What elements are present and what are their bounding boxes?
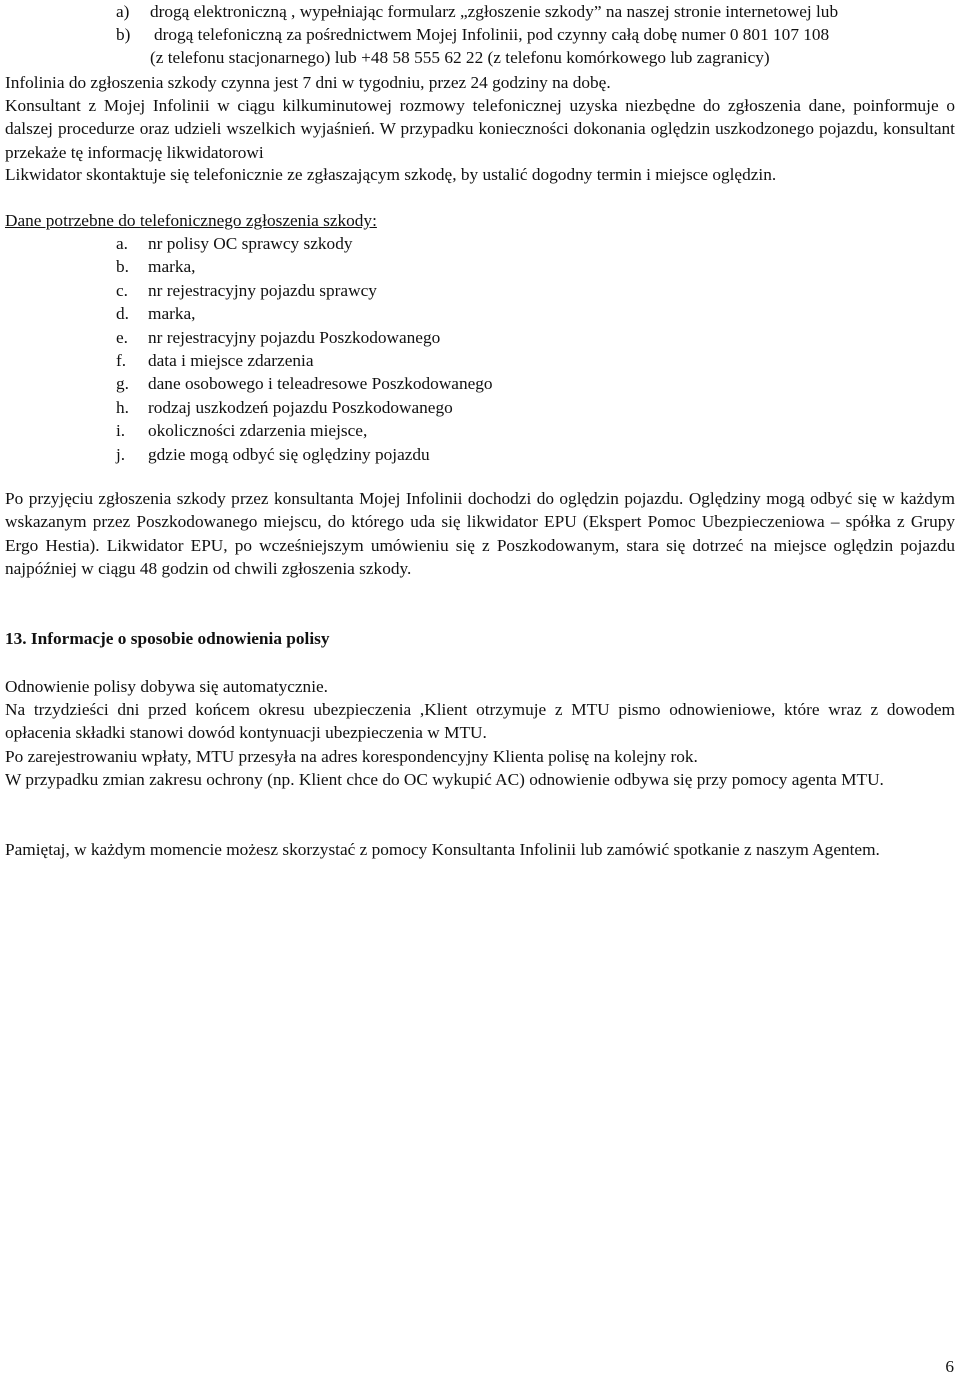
consultant-paragraph: Konsultant z Mojej Infolinii w ciągu kilkuminutowej rozmowy telefonicznej uzyska niezbędne do zgłoszenia dane, poinformuje o dalszej procedurze oraz udzieli wszelkich wyjaśnień. W przypadku konieczności dokonania oględzin uszkodzonego pojazdu, konsultant przekaże tę informację likwidatorowi <box>5 96 955 162</box>
list-item <box>116 255 716 278</box>
liquidator-line: Likwidator skontaktuje się telefonicznie ze zgłaszającym szkodę, by ustalić dogodny termin i miejsce oględzin. <box>5 165 777 184</box>
option-marker: b) <box>116 25 131 44</box>
thirty-days-paragraph: Na trzydzieści dni przed końcem okresu ubezpieczenia ,Klient otrzymuje z MTU pismo odnowieniowe, które wraz z dowodem opłacenia składki stanowi dowód kontynuacji ubezpieczenia w MTU. <box>5 700 955 743</box>
list-item-letter: c. <box>116 280 128 300</box>
list-item-text: rodzaj uszkodzeń pojazdu Poszkodowanego <box>148 397 453 417</box>
option-text: (z telefonu stacjonarnego) lub +48 58 555 62 22 (z telefonu komórkowego lub zagranicy) <box>150 48 770 67</box>
section-13-heading: 13. Informacje o sposobie odnowienia polisy <box>5 629 330 648</box>
list-item-letter: g. <box>116 374 129 394</box>
page-number: 6 <box>945 1357 954 1376</box>
list-item-text: nr rejestracyjny pojazdu sprawcy <box>148 280 377 300</box>
reminder-paragraph: Pamiętaj, w każdym momencie możesz skorzystać z pomocy Konsultanta Infolinii lub zamówić spotkanie z naszym Agentem. <box>5 840 880 859</box>
list-item-letter: f. <box>116 350 127 370</box>
contact-option-b <box>116 23 829 46</box>
list-item-text: gdzie mogą odbyć się oględziny pojazdu <box>148 444 430 464</box>
list-item <box>116 232 716 255</box>
required-data-heading: Dane potrzebne do telefonicznego zgłoszenia szkody: <box>5 211 377 230</box>
list-item-text: marka, <box>148 304 196 324</box>
infoline-note: Infolinia do zgłoszenia szkody czynna jest 7 dni w tygodniu, przez 24 godziny na dobę. <box>5 73 611 92</box>
list-item-letter: a. <box>116 234 128 253</box>
list-item-text: nr rejestracyjny pojazdu Poszkodowanego <box>148 327 441 347</box>
list-item-letter: e. <box>116 327 128 347</box>
list-item-letter: d. <box>116 304 129 324</box>
list-item <box>116 419 716 442</box>
option-text: drogą telefoniczną za pośrednictwem Mojej Infolinii, pod czynny całą dobę numer 0 801 107 108 <box>154 25 830 44</box>
list-item-letter: i. <box>116 421 126 441</box>
list-item <box>116 349 716 372</box>
list-item-text: marka, <box>148 257 196 277</box>
list-item <box>116 326 716 349</box>
option-marker: a) <box>116 2 130 21</box>
list-item-letter: b. <box>116 257 129 277</box>
list-item <box>116 372 716 395</box>
list-item-text: data i miejsce zdarzenia <box>148 350 314 370</box>
list-item-text: dane osobowego i teleadresowe Poszkodowanego <box>148 374 493 394</box>
list-item <box>116 279 716 302</box>
contact-option-a <box>116 0 838 23</box>
list-item-text: okoliczności zdarzenia miejsce, <box>148 421 368 441</box>
list-item <box>116 396 716 419</box>
list-item <box>116 443 716 466</box>
auto-renewal-line: Odnowienie polisy dobywa się automatycznie. <box>5 677 328 696</box>
required-data-list <box>116 232 716 466</box>
scope-change-paragraph: W przypadku zmian zakresu ochrony (np. Klient chce do OC wykupić AC) odnowienie odbywa się przy pomocy agenta MTU. <box>5 770 884 789</box>
inspection-paragraph: Po przyjęciu zgłoszenia szkody przez konsultanta Mojej Infolinii dochodzi do oględzin pojazdu. Oględziny mogą odbyć się w każdym wskazanym przez Poszkodowanego miejscu, do którego uda się likwidator EPU (Ekspert Pomoc Ubezpieczeniowa – spółka z Grupy Ergo Hestia). Likwidator EPU, po wcześniejszym umówieniu się z Poszkodowanym, stara się dotrzeć na miejsce oględzin pojazdu najpóźniej w ciągu 48 godzin od chwili zgłoszenia szkody. <box>5 489 955 578</box>
list-item-text: nr polisy OC sprawcy szkody <box>148 234 353 253</box>
list-item <box>116 302 716 325</box>
contact-option-b-continued <box>150 46 770 69</box>
option-text: drogą elektroniczną , wypełniając formularz „zgłoszenie szkody” na naszej stronie internetowej lub <box>150 2 839 21</box>
list-item-letter: h. <box>116 397 129 417</box>
after-payment-line: Po zarejestrowaniu wpłaty, MTU przesyła na adres korespondencyjny Klienta polisę na kolejny rok. <box>5 747 698 766</box>
list-item-letter: j. <box>116 444 126 464</box>
